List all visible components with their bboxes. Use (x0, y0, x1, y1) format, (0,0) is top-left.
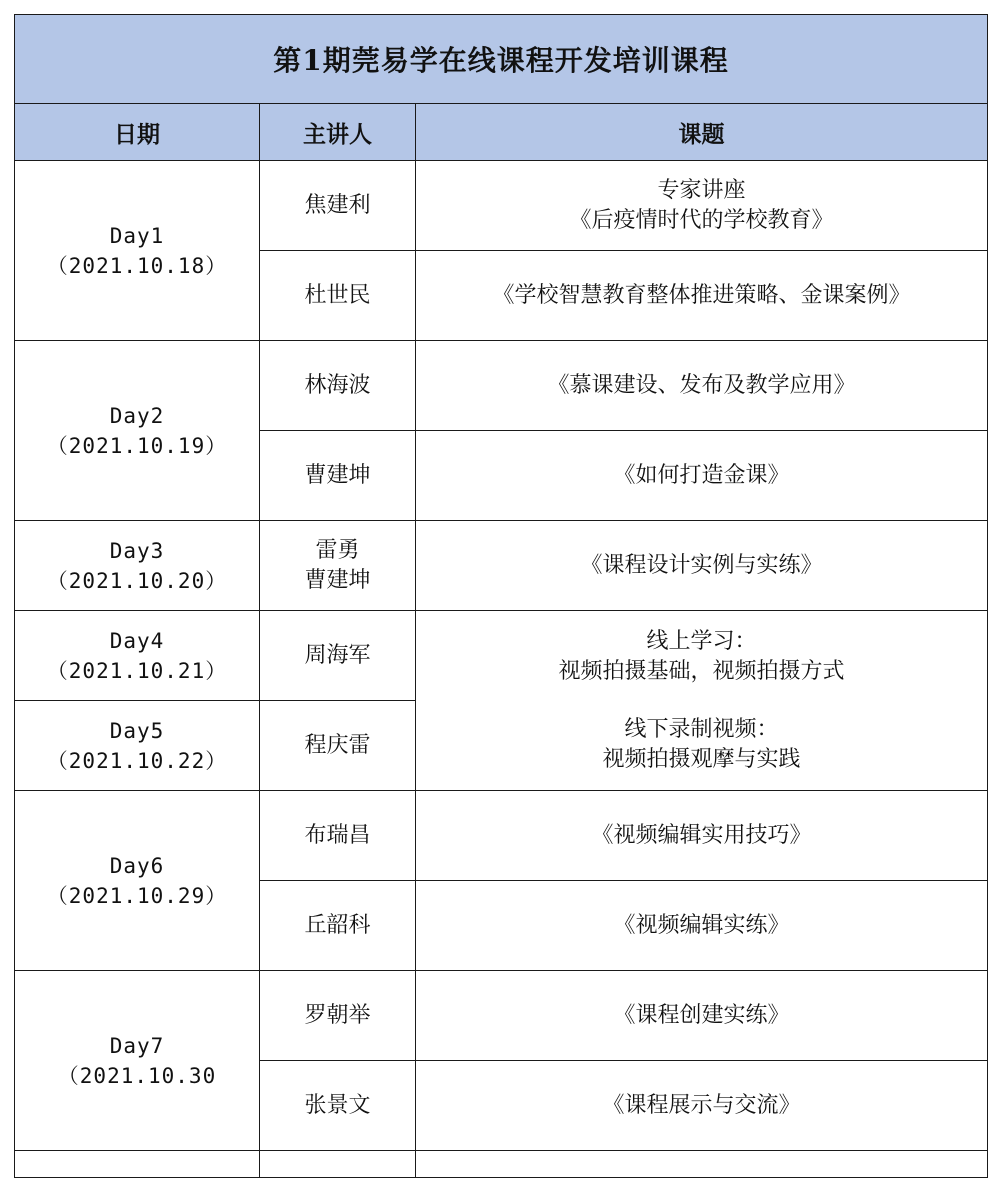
topic-cell-merged (416, 611, 988, 791)
topic-line: 《后疫情时代的学校教育》 (569, 207, 834, 233)
schedule-sheet (14, 14, 988, 1178)
speaker-name: 张景文 (304, 1092, 371, 1118)
topic-cell (416, 431, 988, 521)
topic-cell (416, 341, 988, 431)
topic-cell (416, 251, 988, 341)
day-date: （2021.10.21） (46, 658, 228, 683)
speaker-name: 布瑞昌 (304, 822, 371, 848)
topic-cell (416, 521, 988, 611)
table-row (15, 971, 988, 1061)
table-title: 第1期莞易学在线课程开发培训课程 (15, 15, 988, 104)
topic-cell (416, 791, 988, 881)
speaker-cell (260, 431, 416, 521)
topic-spacer (416, 687, 987, 715)
empty-cell (416, 1151, 988, 1178)
speaker-cell (260, 251, 416, 341)
speaker-name: 林海波 (304, 372, 371, 398)
date-cell-day1 (15, 161, 260, 341)
topic-line: 《慕课建设、发布及教学应用》 (547, 372, 856, 398)
day-date: （2021.10.19） (46, 433, 228, 458)
speaker-name: 曹建坤 (304, 462, 371, 488)
speaker-cell (260, 341, 416, 431)
table-row (15, 161, 988, 251)
date-cell-day3 (15, 521, 260, 611)
speaker-name: 罗朝举 (304, 1002, 371, 1028)
topic-line: 《视频编辑实用技巧》 (591, 822, 812, 848)
topic-line: 线上学习： (646, 628, 757, 654)
topic-line: 《课程设计实例与实练》 (580, 552, 823, 578)
date-cell-day5 (15, 701, 260, 791)
topic-line: 《如何打造金课》 (613, 462, 790, 488)
title-row (15, 15, 988, 104)
topic-cell (416, 971, 988, 1061)
date-cell-day6 (15, 791, 260, 971)
empty-row (15, 1151, 988, 1178)
topic-cell (416, 881, 988, 971)
topic-line: 《课程展示与交流》 (602, 1092, 801, 1118)
topic-line: 《课程创建实练》 (613, 1002, 790, 1028)
day-label: Day5 (109, 718, 165, 743)
table-row (15, 341, 988, 431)
speaker-cell (260, 791, 416, 881)
topic-cell (416, 1061, 988, 1151)
speaker-cell (260, 161, 416, 251)
table-row (15, 791, 988, 881)
day-date: （2021.10.29） (46, 883, 228, 908)
day-label: Day7 (109, 1033, 165, 1058)
topic-line: 视频拍摄基础，视频拍摄方式 (558, 658, 845, 684)
table-row (15, 521, 988, 611)
speaker-cell (260, 881, 416, 971)
speaker-cell (260, 701, 416, 791)
speaker-name: 丘韶科 (304, 912, 371, 938)
date-cell-day7 (15, 971, 260, 1151)
column-header-speaker: 主讲人 (260, 104, 416, 161)
topic-line: 《视频编辑实练》 (613, 912, 790, 938)
speaker-name: 曹建坤 (304, 567, 371, 593)
day-label: Day6 (109, 853, 165, 878)
day-date: （2021.10.30 (57, 1063, 217, 1088)
topic-line: 视频拍摄观摩与实践 (602, 746, 801, 772)
empty-cell (15, 1151, 260, 1178)
column-header-topic: 课题 (416, 104, 988, 161)
speaker-cell (260, 521, 416, 611)
speaker-name: 程庆雷 (304, 732, 371, 758)
speaker-cell (260, 1061, 416, 1151)
speaker-name: 杜世民 (304, 282, 371, 308)
column-header-date: 日期 (15, 104, 260, 161)
day-label: Day1 (109, 223, 165, 248)
topic-line: 专家讲座 (657, 177, 746, 203)
date-cell-day4 (15, 611, 260, 701)
topic-line: 《学校智慧教育整体推进策略、金课案例》 (492, 282, 911, 308)
header-row (15, 104, 988, 161)
date-cell-day2 (15, 341, 260, 521)
day-date: （2021.10.22） (46, 748, 228, 773)
topic-line: 线下录制视频： (624, 716, 779, 742)
table-row (15, 611, 988, 701)
speaker-name: 雷勇 (315, 537, 360, 563)
schedule-table (14, 14, 988, 1178)
topic-cell (416, 161, 988, 251)
day-date: （2021.10.18） (46, 253, 228, 278)
speaker-name: 焦建利 (304, 192, 371, 218)
day-date: （2021.10.20） (46, 568, 228, 593)
day-label: Day2 (109, 403, 165, 428)
empty-cell (260, 1151, 416, 1178)
speaker-name: 周海军 (304, 642, 371, 668)
speaker-cell (260, 971, 416, 1061)
day-label: Day4 (109, 628, 165, 653)
speaker-cell (260, 611, 416, 701)
day-label: Day3 (109, 538, 165, 563)
